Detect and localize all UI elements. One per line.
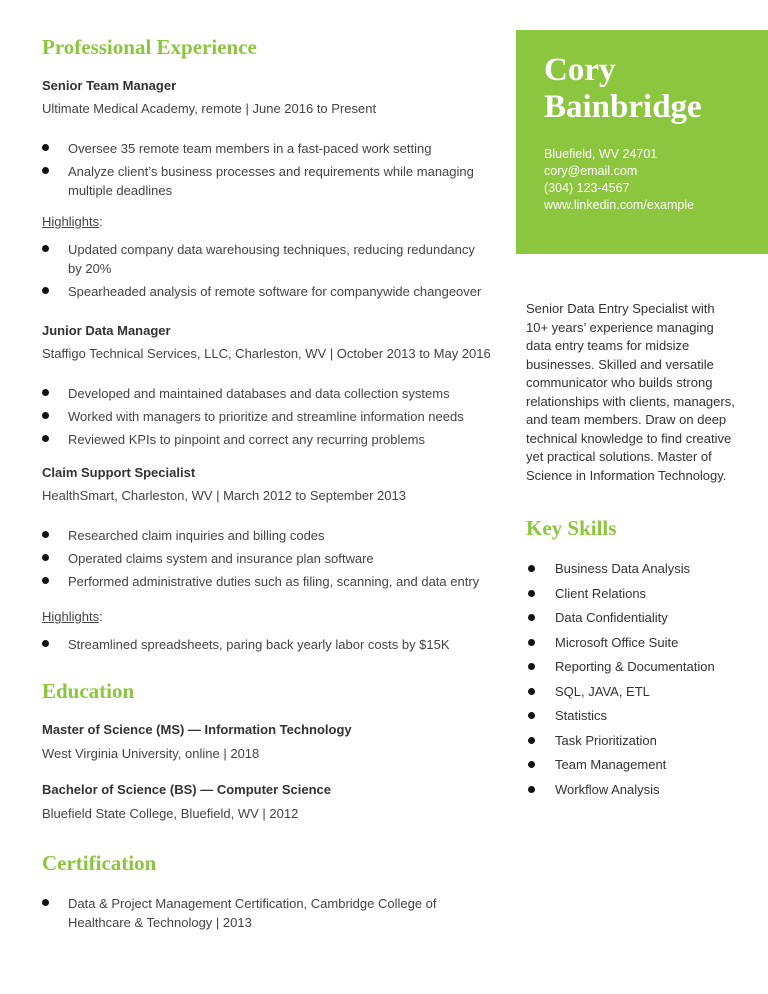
highlights-list [42,240,492,301]
list-item: SQL, JAVA, ETL [528,684,768,700]
job-entry [42,465,492,654]
list-item: Statistics [528,708,768,724]
list-item: Performed administrative duties such as filing, scanning, and data entry [42,572,492,591]
linkedin-link[interactable]: www.linkedin.com/example [544,198,695,212]
highlights-label-text: Highlights [42,214,100,229]
professional-summary: Senior Data Entry Specialist with 10+ years’ experience managing data entry teams for midsize businesses. Skilled and versatile communicator who builds strong relationships with clients, managers, and team members. Draw on deep technical knowledge to find creative yet practical solutions. Master of Science in Information Technology. [526,301,735,483]
list-item: Data Confidentiality [528,610,768,626]
last-name: Bainbridge [544,89,702,125]
highlights-label-text: Highlights [42,609,100,624]
phone: (304) 123-4567 [544,181,630,195]
degree: Master of Science (MS) — Information Technology [42,722,352,737]
first-name: Cory [544,52,616,88]
degree: Bachelor of Science (BS) — Computer Science [42,782,331,797]
job-entry [42,323,492,449]
job-entry [42,78,492,301]
experience-heading: Professional Experience [42,35,257,59]
job-bullets [42,139,492,200]
list-item: Task Prioritization [528,733,768,749]
main-column [42,34,492,936]
school: Bluefield State College, Bluefield, WV | 2012 [42,806,299,821]
job-bullets [42,384,492,449]
location: Bluefield, WV 24701 [544,147,658,161]
job-bullets [42,526,492,591]
list-item: Workflow Analysis [528,782,768,798]
highlights-label: Highlights: [42,609,103,624]
list-item: Worked with managers to prioritize and streamline information needs [42,407,492,426]
job-meta: Ultimate Medical Academy, remote | June 2016 to Present [42,101,377,116]
job-meta: Staffigo Technical Services, LLC, Charleston, WV | October 2013 to May 2016 [42,346,491,361]
skills-list [528,561,768,798]
list-item: Data & Project Management Certification, Cambridge College of Healthcare & Technology | 2013 [42,894,468,932]
highlights-list [42,635,492,654]
education-entry [42,782,492,822]
candidate-name [544,52,768,126]
job-meta: HealthSmart, Charleston, WV | March 2012 to September 2013 [42,488,406,503]
list-item: Updated company data warehousing techniques, reducing redundancy by 20% [42,240,492,278]
list-item: Microsoft Office Suite [528,635,768,651]
job-title: Junior Data Manager [42,323,171,338]
list-item: Business Data Analysis [528,561,768,577]
list-item: Spearheaded analysis of remote software for companywide changeover [42,282,492,301]
list-item: Analyze client’s business processes and requirements while managing multiple deadlines [42,162,492,200]
sidebar [516,30,768,806]
job-title: Senior Team Manager [42,78,177,93]
list-item: Operated claims system and insurance plan software [42,549,492,568]
list-item: Researched claim inquiries and billing codes [42,526,492,545]
job-title: Claim Support Specialist [42,465,196,480]
education-heading: Education [42,679,135,703]
list-item: Reviewed KPIs to pinpoint and correct any recurring problems [42,430,492,449]
certification-list [42,894,492,932]
list-item: Reporting & Documentation [528,659,768,675]
education-entry [42,722,492,762]
list-item: Developed and maintained databases and data collection systems [42,384,492,403]
email[interactable]: cory@email.com [544,164,638,178]
name-header [516,30,768,254]
highlights-label: Highlights: [42,214,103,229]
list-item: Oversee 35 remote team members in a fast-paced work setting [42,139,492,158]
school: West Virginia University, online | 2018 [42,746,260,761]
list-item: Team Management [528,757,768,773]
skills-heading: Key Skills [526,516,617,540]
certification-heading: Certification [42,851,157,875]
list-item: Client Relations [528,586,768,602]
list-item: Streamlined spreadsheets, paring back yearly labor costs by $15K [42,635,492,654]
